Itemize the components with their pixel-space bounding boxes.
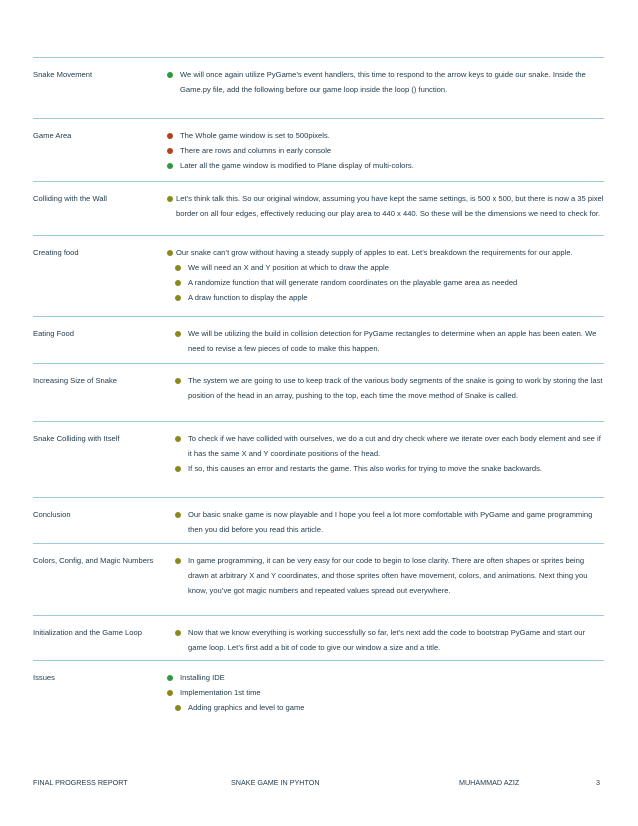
footer-author: MUHAMMAD AZIZ — [459, 778, 520, 787]
list-item-text: We will need an X and Y position at which to draw the apple — [188, 263, 389, 272]
list-item-text: A draw function to display the apple — [188, 293, 308, 302]
row-content — [167, 553, 604, 615]
bullet-icon — [175, 295, 181, 301]
bullet-icon — [175, 378, 181, 384]
list-item-text: A randomize function that will generate random coordinates on the playable game area as needed — [188, 278, 518, 287]
report-table — [33, 57, 604, 740]
row-content — [167, 373, 604, 421]
row-label: Game Area — [33, 131, 72, 140]
row-label: Creating food — [33, 248, 79, 257]
list-item-text: We will be utilizing the build in collision detection for PyGame rectangles to determine when an apple has been eaten. We need to revise a few pieces of code to make this happen. — [188, 329, 597, 353]
list-item — [167, 507, 604, 537]
list-item — [167, 158, 604, 173]
table-row — [33, 421, 604, 497]
bullet-icon — [167, 148, 173, 154]
table-row — [33, 118, 604, 181]
row-label: Issues — [33, 673, 55, 682]
table-row — [33, 181, 604, 235]
list-item — [167, 431, 604, 461]
row-label: Eating Food — [33, 329, 74, 338]
list-item-text: If so, this causes an error and restarts the game. This also works for trying to move the snake backwards. — [188, 464, 542, 473]
bullet-icon — [175, 630, 181, 636]
table-row — [33, 497, 604, 543]
table-row — [33, 363, 604, 421]
row-label: Colliding with the Wall — [33, 194, 107, 203]
page-number: 3 — [596, 778, 600, 787]
list-item — [167, 245, 604, 260]
table-row — [33, 615, 604, 660]
bullet-icon — [175, 280, 181, 286]
list-item — [167, 191, 604, 221]
bullet-icon — [175, 705, 181, 711]
row-label: Snake Colliding with Itself — [33, 434, 120, 443]
bullet-icon — [167, 196, 173, 202]
list-item — [167, 685, 604, 700]
list-item — [167, 275, 604, 290]
row-content — [167, 191, 604, 235]
bullet-icon — [167, 675, 173, 681]
row-label: Initialization and the Game Loop — [33, 628, 142, 637]
list-item-text: To check if we have collided with ourselves, we do a cut and dry check where we iterate over each body element and see if it has the same X and Y coordinate positions of the head. — [188, 434, 601, 458]
list-item-text: In game programming, it can be very easy for our code to begin to lose clarity. There are often shapes or sprites being drawn at arbitrary X and Y coordinates, and those sprites often have movement, colors, and animations. Next thing you know, you’ve got magic numbers and repeated values spread out everywhere. — [188, 556, 588, 595]
list-item-text: Our snake can’t grow without having a steady supply of apples to eat. Let’s breakdown the requirements for our apple. — [176, 248, 573, 257]
bullet-icon — [167, 250, 173, 256]
bullet-icon — [175, 466, 181, 472]
list-item-text: Installing IDE — [180, 673, 225, 682]
footer-project-title: SNAKE GAME IN PYHTON — [231, 778, 320, 787]
bullet-icon — [175, 512, 181, 518]
row-label: Colors, Config, and Magic Numbers — [33, 556, 154, 565]
list-item-text: Implementation 1st time — [180, 688, 261, 697]
bullet-icon — [175, 265, 181, 271]
row-content — [167, 670, 604, 740]
list-item — [167, 625, 604, 655]
list-item — [167, 700, 604, 715]
row-content — [167, 507, 604, 543]
list-item — [167, 67, 604, 97]
list-item — [167, 461, 604, 476]
list-item-text: The Whole game window is set to 500pixels. — [180, 131, 330, 140]
list-item-text: Now that we know everything is working successfully so far, let’s next add the code to bootstrap PyGame and start our game loop. Let’s first add a bit of code to give our window a size and a title. — [188, 628, 586, 652]
bullet-icon — [167, 163, 173, 169]
footer-report-title: FINAL PROGRESS REPORT — [33, 778, 128, 787]
row-content — [167, 326, 604, 363]
bullet-icon — [175, 331, 181, 337]
row-content — [167, 431, 604, 497]
bullet-icon — [175, 558, 181, 564]
list-item — [167, 290, 604, 305]
row-label: Increasing Size of Snake — [33, 376, 118, 385]
list-item — [167, 373, 604, 403]
list-item — [167, 260, 604, 275]
list-item-text: Later all the game window is modified to Plane display of multi-colors. — [180, 161, 414, 170]
row-content — [167, 128, 604, 181]
row-content — [167, 245, 604, 316]
table-row — [33, 316, 604, 363]
bullet-icon — [167, 690, 173, 696]
list-item — [167, 553, 604, 598]
bullet-icon — [167, 133, 173, 139]
list-item-text: Our basic snake game is now playable and I hope you feel a lot more comfortable with PyGame and game programming then you did before you read this article. — [188, 510, 593, 534]
list-item-text: The system we are going to use to keep track of the various body segments of the snake is going to work by storing the last position of the head in an array, pushing to the top, each time the move method of Snake is called. — [188, 376, 603, 400]
table-row — [33, 543, 604, 615]
list-item — [167, 143, 604, 158]
table-row — [33, 57, 604, 118]
row-content — [167, 625, 604, 660]
bullet-icon — [175, 436, 181, 442]
table-row — [33, 660, 604, 740]
list-item-text: Let’s think talk this. So our original window, assuming you have kept the same settings, is 500 x 500, but there is now a 35 pixel border on all four edges, effectively reducing our play area to 440 x 440. So these will be the dimensions we need to check for. — [176, 194, 604, 218]
bullet-icon — [167, 72, 173, 78]
list-item — [167, 326, 604, 356]
table-row — [33, 235, 604, 316]
row-content — [167, 67, 604, 118]
list-item-text: There are rows and columns in early console — [180, 146, 332, 155]
list-item — [167, 128, 604, 143]
row-label: Snake Movement — [33, 70, 93, 79]
list-item-text: Adding graphics and level to game — [188, 703, 305, 712]
list-item-text: We will once again utilize PyGame’s event handlers, this time to respond to the arrow keys to guide our snake. Inside the Game.py file, add the following before our game loop inside the loop () function. — [180, 70, 586, 94]
row-label: Conclusion — [33, 510, 71, 519]
list-item — [167, 670, 604, 685]
